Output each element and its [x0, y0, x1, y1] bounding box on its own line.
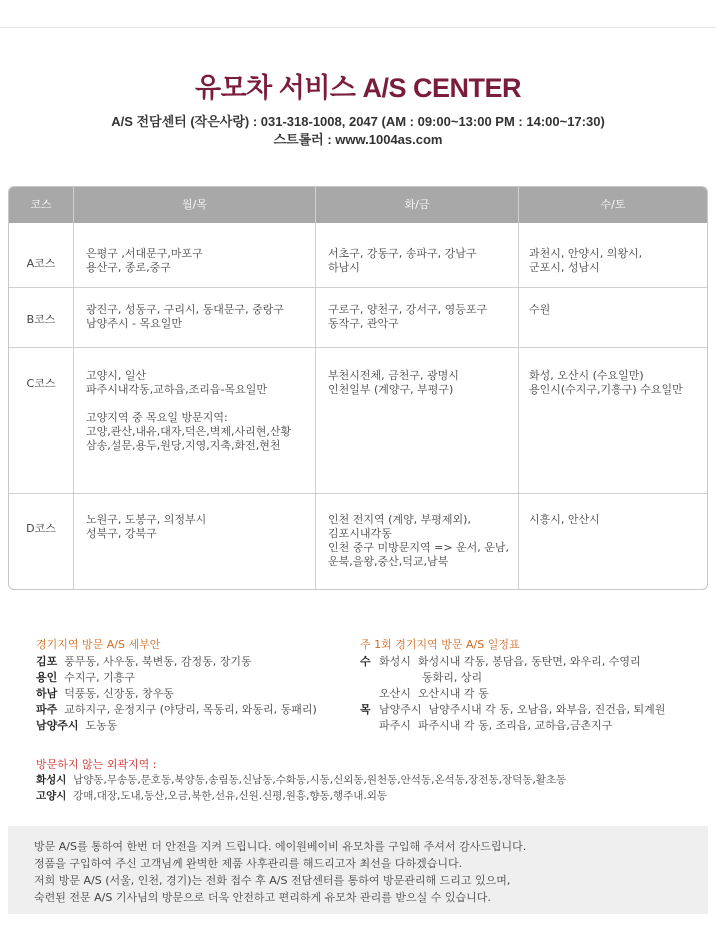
- schedule-table: [8, 186, 708, 590]
- page-title: 유모차 서비스 A/S CENTER: [194, 73, 521, 103]
- table-cell: 구로구, 양천구, 강서구, 영등포구 동작구, 관악구: [328, 303, 488, 330]
- table-cell: 화성, 오산시 (수요일만) 용인시(수지구,기흥구) 수요일만: [529, 369, 683, 396]
- row-divider: [9, 347, 707, 348]
- col-tue-fri: 화/금: [404, 198, 430, 211]
- table-cell: 수원: [529, 303, 551, 316]
- notice-line: 숙련된 전문 A/S 기사님의 방문으로 더욱 안전하고 편리하게 유모차 관리를 받으실 수 있습니다.: [34, 891, 491, 904]
- notice-line: 방문 A/S를 통하여 한번 더 안전을 지켜 드립니다. 에이원베이비 유모차를 구입해 주셔서 감사드립니다.: [34, 840, 527, 853]
- list-item: 하남 덕풍동, 신장동, 창우동: [36, 687, 174, 700]
- list-item: 화성시 화성시내 각동, 봉담읍, 동탄면, 와우리, 수영리: [379, 655, 641, 668]
- table-cell: 과천시, 안양시, 의왕시, 군포시, 성남시: [529, 247, 643, 274]
- column-divider: [73, 187, 74, 589]
- list-item: 화성시 남양동,무송동,문호동,북양동,송림동,신남동,수화동,시동,신외동,원천동,안석동,온석동,장전동,장덕동,활초동: [36, 774, 567, 786]
- gyeonggi-detail-title: 경기지역 방문 A/S 세부안: [36, 638, 161, 651]
- top-divider: [0, 27, 716, 28]
- notice-box: [8, 826, 708, 914]
- list-item: 용인 수지구, 기흥구: [36, 671, 136, 684]
- col-mon-thu: 월/목: [182, 198, 207, 211]
- list-item: 남양주시 도농동: [36, 719, 118, 732]
- list-item: 남양주시 남양주시내 각 동, 오남읍, 와부읍, 진건읍, 퇴계원: [379, 703, 666, 716]
- excluded-areas-title: 방문하지 않는 외곽지역 :: [36, 758, 157, 771]
- table-row-course: D코스: [26, 522, 56, 535]
- center-contact-info: A/S 전담센터 (작은사랑) : 031-318-1008, 2047 (AM : 09:00~13:00 PM : 14:00~17:30): [111, 114, 605, 129]
- column-divider: [518, 187, 519, 589]
- table-cell: 인천 전지역 (계양, 부평제외), 김포시내각동 인천 중구 미방문지역 => 운서, 운남, 운북,을왕,중산,덕교,남북: [328, 513, 510, 568]
- list-item: 오산시 오산시내 각 동: [379, 687, 489, 700]
- table-cell: 시흥시, 안산시: [529, 513, 600, 526]
- row-divider: [9, 493, 707, 494]
- col-wed-sat: 수/토: [600, 198, 626, 211]
- table-cell: 서초구, 강동구, 송파구, 강남구 하남시: [328, 247, 477, 274]
- notice-line: 정품을 구입하여 주신 고객님께 완벽한 제품 사후관리를 해드리고자 최선을 다하겠습니다.: [34, 857, 463, 870]
- column-divider: [315, 187, 316, 589]
- list-item: 김포 풍무동, 사우동, 북변동, 감정동, 장기동: [36, 655, 252, 668]
- list-item: 파주 교하지구, 운정지구 (야당리, 목동리, 와동리, 동패리): [36, 703, 317, 716]
- day-label-thu: 목: [360, 703, 371, 716]
- list-item: 고양시 강매,대장,도내,동산,오금,북한,선유,신원.신평,원흥,향동,행주내.외동: [36, 790, 388, 802]
- weekly-schedule-title: 주 1회 경기지역 방문 A/S 일정표: [360, 638, 520, 651]
- table-row-course: B코스: [26, 313, 56, 326]
- table-header: [9, 187, 707, 223]
- table-cell: 은평구 ,서대문구,마포구 용산구, 종로,중구: [86, 247, 203, 274]
- table-cell: 노원구, 도봉구, 의정부시 성북구, 강북구: [86, 513, 207, 540]
- table-cell: 부천시전체, 금천구, 광명시 인천일부 (계양구, 부평구): [328, 369, 459, 396]
- row-divider: [9, 287, 707, 288]
- table-cell: 고양시, 일산 파주시내각동,교하읍,조리읍-목요일만 고양지역 중 목요일 방문지역: 고양,관산,내유,대자,덕은,벽제,사리현,산황 삼송,설문,용두,원당,지영,지축,화전,현천: [86, 369, 292, 452]
- list-item: 파주시 파주시내 각 동, 조리읍, 교하읍,금촌지구: [379, 719, 613, 732]
- table-row-course: C코스: [26, 377, 56, 390]
- col-course: 코스: [30, 198, 52, 211]
- list-item: 동화리, 상리: [422, 671, 483, 684]
- day-label-wed: 수: [360, 655, 371, 668]
- notice-line: 저희 방문 A/S (서울, 인천, 경기)는 전화 접수 후 A/S 전담센터를 통하여 방문관리해 드리고 있으며,: [34, 874, 511, 887]
- table-cell: 광진구, 성동구, 구리시, 동대문구, 중랑구 남양주시 - 목요일만: [86, 303, 284, 330]
- table-row-course: A코스: [26, 257, 56, 270]
- website-info: 스트롤러 : www.1004as.com: [273, 132, 443, 147]
